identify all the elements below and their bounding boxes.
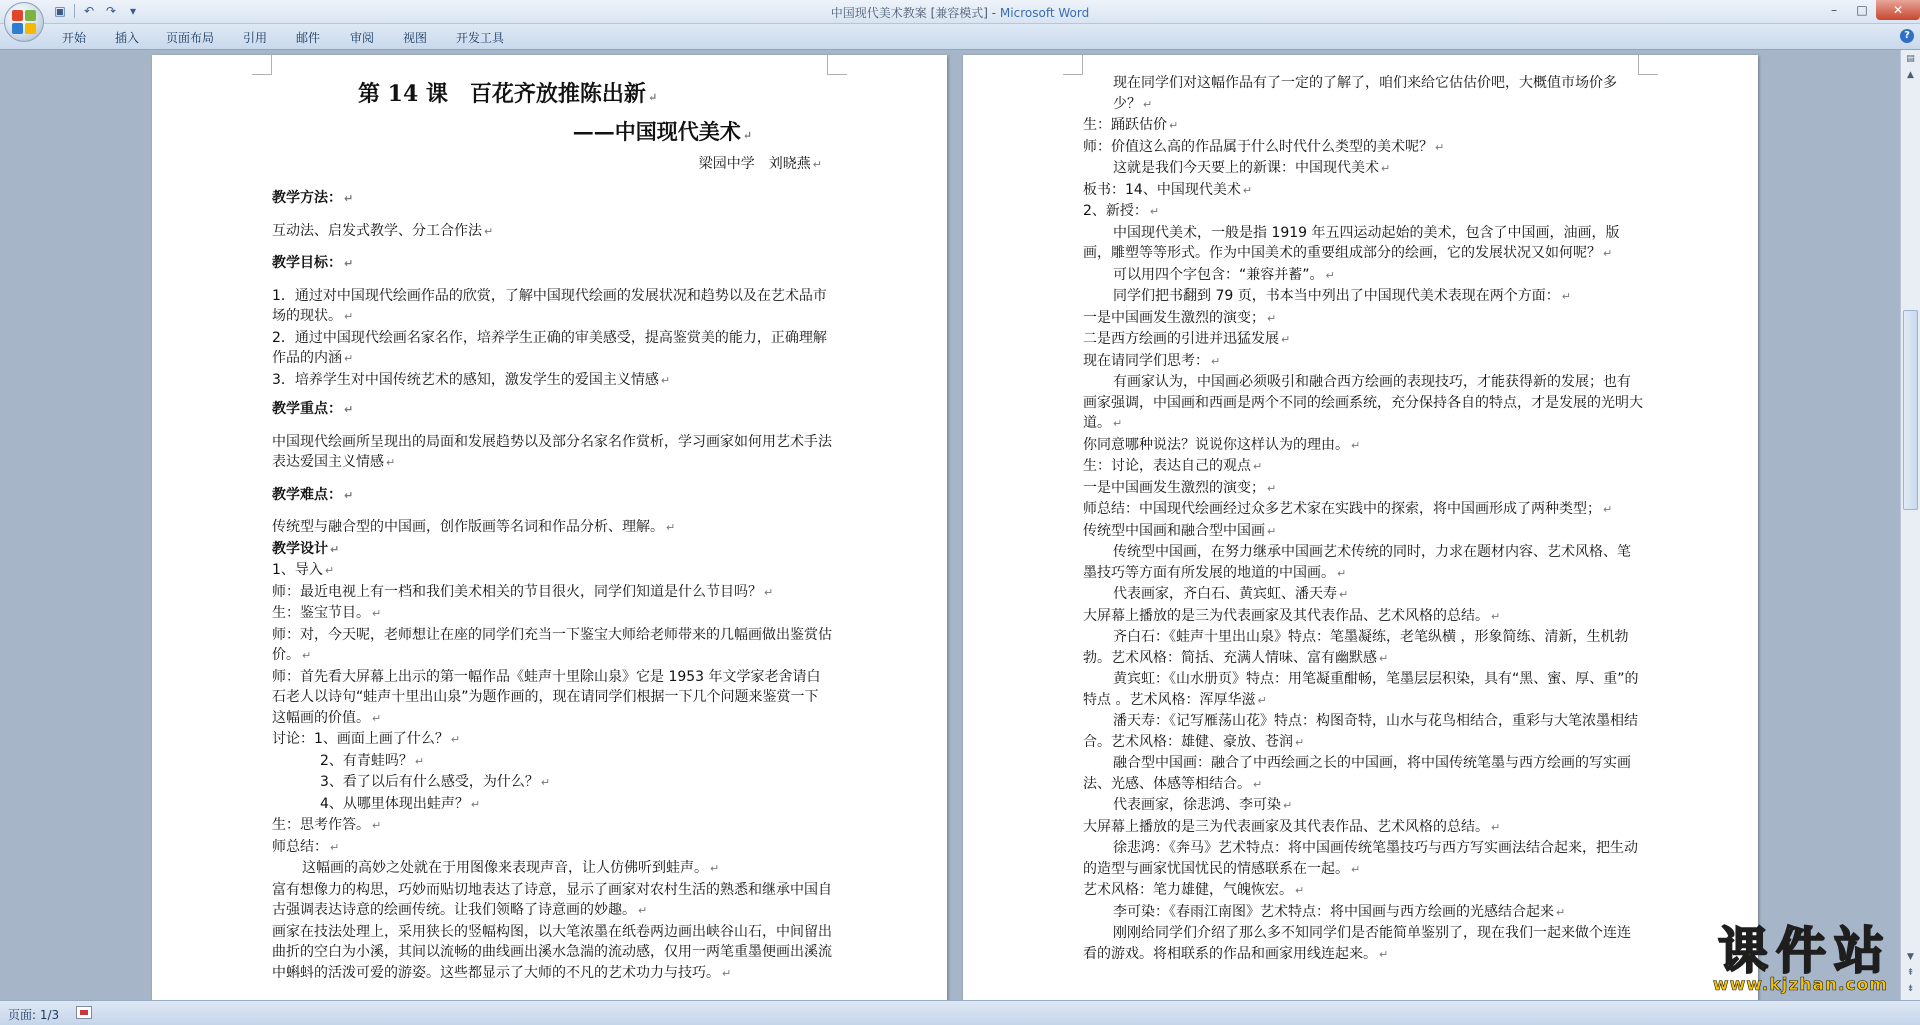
- margin-corner: [827, 55, 847, 75]
- para-r13: 有画家认为，中国画必须吸引和融合西方绘画的表现技巧，才能获得新的发展；也有画家强调，中国画和西画是两个不同的绘画系统，充分保持各自的特点，才是发展的光明大道。 ↵: [1083, 374, 1643, 431]
- heading-goal: 教学目标： ↵: [272, 255, 354, 271]
- para-l10: 生：思考作答。 ↵: [272, 817, 382, 833]
- difficulty-text: 传统型与融合型的中国画，创作版画等名词和作品分析、理解。 ↵: [272, 519, 676, 535]
- office-button[interactable]: [4, 2, 44, 42]
- heading-difficulty: 教学难点： ↵: [272, 486, 354, 503]
- document-title: 中国现代美术教案 [兼容模式] -: [830, 6, 1000, 20]
- para-r1: 现在同学们对这幅作品有了一定的了解了，咱们来给它估估价吧，大概值市场价多少？ ↵: [1113, 75, 1617, 112]
- para-r27: 大屏幕上播放的是三为代表画家及其代表作品、艺术风格的总结。 ↵: [1083, 818, 1501, 835]
- margin-corner: [1638, 55, 1658, 75]
- para-l5: 师：首先看大屏幕上出示的第一幅作品《蛙声十里除山泉》它是 1953 年文学家老舍请白石老人以诗句“蛙声十里出山泉”为题作画的，现在请同学们根据一下几个问题来鉴赏一下这幅画的价值。 ↵: [272, 668, 821, 726]
- para-r16: 一是中国画发生激烈的演变； ↵: [1083, 479, 1277, 496]
- page-2: [963, 55, 1758, 1000]
- para-r4: 这就是我们今天要上的新课：中国现代美术 ↵: [1113, 160, 1391, 176]
- tab-home[interactable]: 开始: [62, 31, 87, 45]
- key-text: 中国现代绘画所呈现出的局面和发展趋势以及部分名家名作赏析，学习画家如何用艺术手法表达爱国主义情感 ↵: [272, 433, 832, 470]
- watermark-title: 课件站: [1718, 922, 1892, 980]
- window-title: [0, 4, 1920, 21]
- para-r7: 中国现代美术，一般是指 1919 年五四运动起始的美术，包含了中国画，油画，版画，雕塑等等形式。作为中国美术的重要组成部分的绘画，它的发展状况又如何呢？ ↵: [1083, 224, 1620, 261]
- scrollbar-thumb[interactable]: [1903, 310, 1918, 510]
- tab-references[interactable]: 引用: [243, 31, 268, 45]
- app-name: Microsoft Word: [999, 6, 1090, 20]
- lesson-subtitle: ——中国现代美术 ↵: [572, 119, 752, 144]
- para-r10: 一是中国画发生激烈的演变； ↵: [1083, 309, 1277, 326]
- office-logo-icon: [12, 10, 36, 34]
- customize-qat-icon[interactable]: ▾: [129, 4, 137, 18]
- page-1: [152, 55, 947, 1000]
- previous-page-icon[interactable]: ⇞: [1906, 968, 1915, 978]
- heading-method: 教学方法： ↵: [272, 190, 354, 206]
- para-r21: 大屏幕上播放的是三为代表画家及其代表作品、艺术风格的总结。 ↵: [1083, 607, 1501, 624]
- redo-icon[interactable]: ↷: [105, 4, 117, 18]
- heading-key: 教学重点： ↵: [272, 401, 354, 417]
- lesson-author: 梁园中学 刘晓燕 ↵: [698, 156, 822, 172]
- para-r9: 同学们把书翻到 79 页，书本当中列出了中国现代美术表现在两个方面： ↵: [1113, 288, 1571, 304]
- tab-view[interactable]: 视图: [403, 31, 428, 45]
- window-controls: [1820, 0, 1920, 20]
- margin-corner: [252, 55, 272, 75]
- next-page-icon[interactable]: ⇟: [1906, 984, 1915, 994]
- para-r25: 融合型中国画：融合了中西绘画之长的中国画，将中国传统笔墨与西方绘画的写实画法、光感、体感等相结合。 ↵: [1083, 755, 1631, 792]
- para-l1: 1、导入 ↵: [272, 562, 335, 578]
- goal-3: 3．培养学生对中国传统艺术的感知，激发学生的爱国主义情感 ↵: [272, 371, 671, 388]
- close-icon[interactable]: ✕: [1876, 0, 1920, 20]
- tab-insert[interactable]: 插入: [115, 31, 140, 45]
- para-r17: 师总结：中国现代绘画经过众多艺术家在实践中的探索，将中国画形成了两种类型； ↵: [1083, 501, 1613, 517]
- para-r5: 板书：14、中国现代美术 ↵: [1083, 181, 1253, 198]
- para-r3: 师：价值这么高的作品属于什么时代什么类型的美术呢？ ↵: [1083, 138, 1445, 155]
- para-l4: 师：对，今天呢，老师想让在座的同学们充当一下鉴宝大师给老师带来的几幅画做出鉴赏估价。 ↵: [272, 626, 832, 663]
- para-r28: 徐悲鸿：《奔马》艺术特点：将中国画传统笔墨技巧与西方写实画法结合起来，把生动的造型与画家忧国忧民的情感联系在一起。 ↵: [1083, 840, 1638, 877]
- minimize-icon[interactable]: –: [1831, 3, 1837, 17]
- save-icon[interactable]: ▣: [54, 4, 66, 18]
- proofing-language-icon[interactable]: [76, 1006, 92, 1019]
- para-l13: 富有想像力的构思，巧妙而贴切地表达了诗意，显示了画家对农村生活的熟悉和继承中国自古强调表达诗意的绘画传统。让我们领略了诗意画的妙趣。 ↵: [272, 881, 832, 918]
- para-r6: 2、新授： ↵: [1083, 203, 1160, 219]
- tab-mailings[interactable]: 邮件: [296, 31, 321, 45]
- page-count[interactable]: 页面: 1/3: [8, 1008, 60, 1022]
- para-r2: 生：踊跃估价 ↵: [1083, 117, 1179, 133]
- ruler-toggle-icon[interactable]: ▤: [1906, 54, 1915, 64]
- para-l6: 讨论：1、画面上画了什么？ ↵: [272, 731, 461, 747]
- watermark-url: www.kjzhan.com: [1712, 975, 1888, 995]
- para-r15: 生：讨论，表达自己的观点 ↵: [1083, 458, 1263, 474]
- goal-2: 2．通过中国现代绘画名家名作，培养学生正确的审美感受，提高鉴赏美的能力，正确理解作品的内涵 ↵: [272, 329, 827, 366]
- status-bar: [0, 1000, 1920, 1025]
- para-r26: 代表画家，徐悲鸿、李可染 ↵: [1113, 797, 1293, 813]
- page-1-content[interactable]: [272, 75, 832, 984]
- para-r18: 传统型中国画和融合型中国画 ↵: [1083, 522, 1277, 539]
- watermark-logo: [1670, 922, 1900, 997]
- para-r12: 现在请同学们思考： ↵: [1083, 352, 1221, 369]
- para-l3: 生：鉴宝节目。 ↵: [272, 605, 382, 621]
- para-r8: 可以用四个字包含：“兼容并蓄”。 ↵: [1113, 266, 1335, 283]
- heading-design: 教学设计 ↵: [272, 540, 340, 557]
- ribbon-tabs: [0, 24, 1920, 50]
- para-l9: 4、从哪里体现出蛙声？ ↵: [320, 795, 481, 812]
- para-r14: 你同意哪种说法？说说你这样认为的理由。 ↵: [1083, 436, 1361, 453]
- para-l2: 师：最近电视上有一档和我们美术相关的节目很火，同学们知道是什么节目吗？ ↵: [272, 583, 774, 600]
- para-r19: 传统型中国画，在努力继承中国画艺术传统的同时，力求在题材内容、艺术风格、笔墨技巧等方面有所发展的地道的中国画。 ↵: [1083, 544, 1631, 581]
- para-l12: 这幅画的高妙之处就在于用图像来表现声音，让人仿佛听到蛙声。 ↵: [302, 860, 720, 876]
- para-l8: 3、看了以后有什么感受，为什么？ ↵: [320, 774, 551, 790]
- para-r30: 李可染：《春雨江南图》艺术特点：将中国画与西方绘画的光感结合起来 ↵: [1113, 903, 1566, 920]
- method-text: 互动法、启发式教学、分工合作法 ↵: [272, 222, 494, 239]
- para-l11: 师总结： ↵: [272, 838, 340, 855]
- document-area: [0, 50, 1900, 1000]
- para-r31: 刚刚给同学们介绍了那么多不知同学们是否能简单鉴别了，现在我们一起来做个连连看的游戏。将相联系的作品和画家用线连起来。 ↵: [1083, 925, 1631, 962]
- title-bar: [0, 0, 1920, 24]
- vertical-scrollbar[interactable]: [1900, 50, 1920, 1000]
- help-icon[interactable]: ?: [1900, 29, 1914, 43]
- lesson-title: 第 14 课 百花齐放推陈出新 ↵: [358, 81, 658, 107]
- maximize-icon[interactable]: □: [1856, 3, 1868, 17]
- para-r24: 潘天寿：《记写雁荡山花》特点：构图奇特，山水与花鸟相结合，重彩与大笔浓墨相结合。艺术风格：雄健、豪放、苍润 ↵: [1083, 713, 1638, 750]
- para-r23: 黄宾虹：《山水册页》特点：用笔凝重酣畅，笔墨层层积染，具有“黑、蜜、厚、重”的特点 。艺术风格：浑厚华滋 ↵: [1083, 671, 1639, 708]
- para-r20: 代表画家，齐白石、黄宾虹、潘天寿 ↵: [1113, 586, 1349, 602]
- scroll-up-icon[interactable]: ▲: [1907, 70, 1914, 80]
- para-r22: 齐白石：《蛙声十里出山泉》特点：笔墨凝练，老笔纵横 ，形象简练、清新，生机勃勃。艺术风格：简括、充满人情味、富有幽默感 ↵: [1083, 629, 1629, 666]
- para-l7: 2、有青蛙吗？ ↵: [320, 752, 425, 769]
- para-r11: 二是西方绘画的引进并迅猛发展 ↵: [1083, 331, 1291, 347]
- margin-corner: [1063, 55, 1083, 75]
- para-l14: 画家在技法处理上，采用狭长的竖幅构图，以大笔浓墨在纸卷两边画出峡谷山石，中间留出曲折的空白为小溪，其间以流畅的曲线画出溪水急湍的流动感，仅用一两笔重墨便画出溪流中蝌蚪的活泼可爱的游姿。这些都显示了大师的不凡的艺术功力与技巧。 ↵: [272, 923, 832, 981]
- tab-developer[interactable]: 开发工具: [456, 31, 505, 45]
- tab-page-layout[interactable]: 页面布局: [166, 31, 215, 45]
- page-2-content[interactable]: [1083, 73, 1643, 965]
- tab-review[interactable]: 审阅: [350, 31, 375, 45]
- scroll-down-icon[interactable]: ▼: [1907, 952, 1914, 962]
- goal-1: 1．通过对中国现代绘画作品的欣赏，了解中国现代绘画的发展状况和趋势以及在艺术品市场的现状。 ↵: [272, 287, 827, 324]
- para-r29: 艺术风格：笔力雄健，气魄恢宏。 ↵: [1083, 882, 1305, 898]
- undo-icon[interactable]: ↶: [83, 4, 95, 18]
